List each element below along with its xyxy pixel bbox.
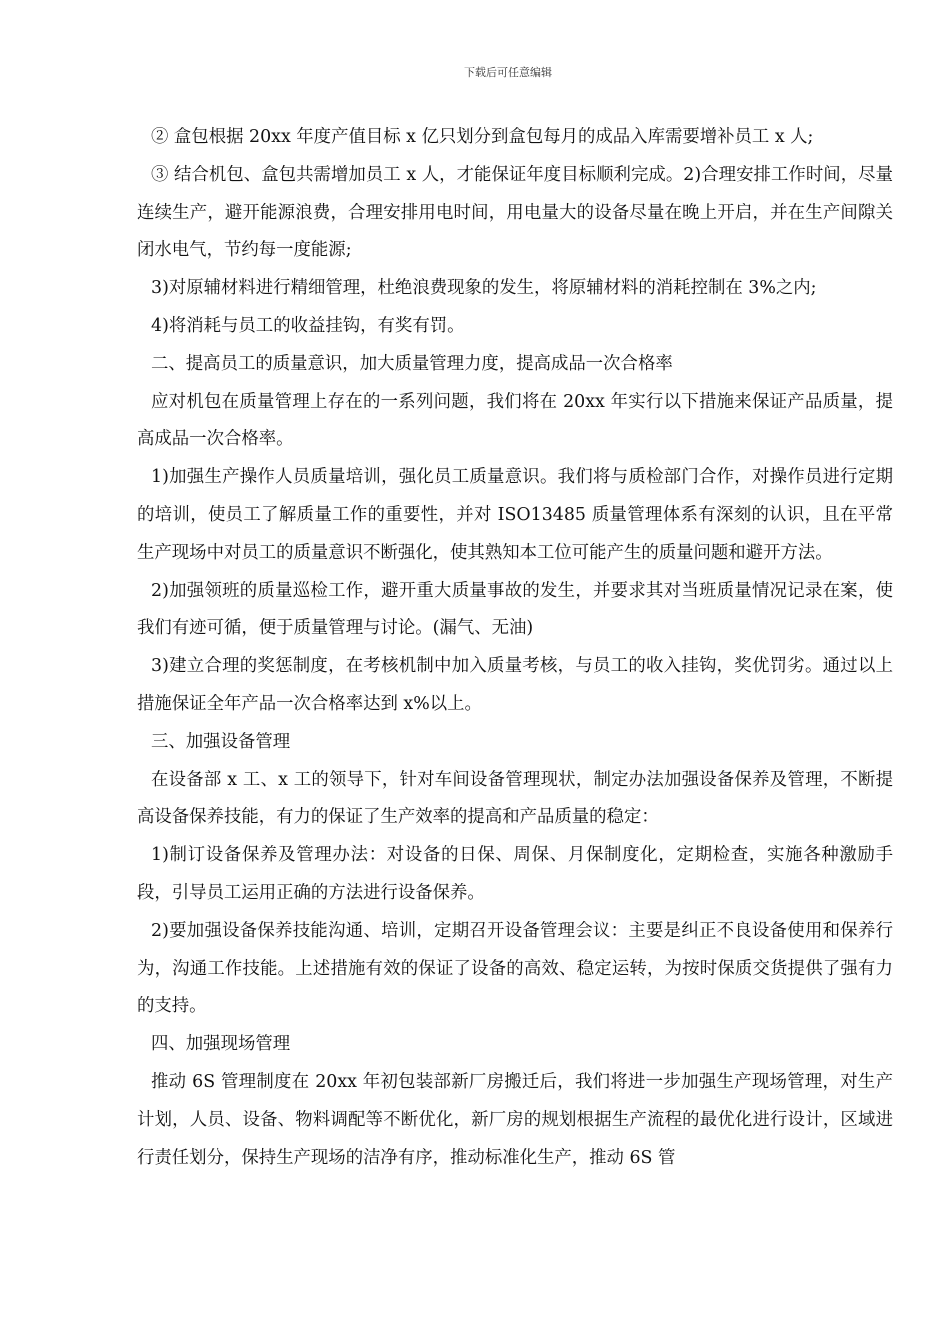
paragraph-equipment-intro: 在设备部 x 工、x 工的领导下，针对车间设备管理现状，制定办法加强设备保养及管理，不断提高设备保养技能，有力的保证了生产效率的提高和产品质量的稳定： <box>137 769 893 828</box>
paragraph-combined-staffing: ③ 结合机包、盒包共需增加员工 x 人，才能保证年度目标顺利完成。2)合理安排工作时间，尽量连续生产，避开能源浪费，合理安排用电时间，用电量大的设备尽量在晚上开启，并在生产间隙关闭水电气，节约每一度能源; <box>137 164 893 261</box>
paragraph-material-control: 3)对原辅材料进行精细管理，杜绝浪费现象的发生，将原辅材料的消耗控制在 3%之内; <box>151 278 817 299</box>
paragraph-quality-inspection: 2)加强领班的质量巡检工作，避开重大质量事故的发生，并要求其对当班质量情况记录在案，使我们有迹可循，便于质量管理与讨论。(漏气、无油) <box>137 580 893 639</box>
paragraph-box-staffing: ② 盒包根据 20xx 年度产值目标 x 亿只划分到盒包每月的成品入库需要增补员工 x 人; <box>151 127 814 147</box>
header-note: 下载后可任意编辑 <box>464 66 552 79</box>
paragraph-site-management: 推动 6S 管理制度在 20xx 年初包装部新厂房搬迁后，我们将进一步加强生产现场管理，对生产计划，人员、设备、物料调配等不断优化，新厂房的规划根据生产流程的最优化进行设计，区域进行责任划分，保持生产现场的洁净有序，推动标准化生产，推动 6S 管 <box>137 1071 893 1168</box>
section-heading-quality: 二、提高员工的质量意识，加大质量管理力度，提高成品一次合格率 <box>151 353 673 374</box>
section-heading-site: 四、加强现场管理 <box>151 1034 291 1055</box>
paragraph-equipment-maintenance: 1)制订设备保养及管理办法：对设备的日保、周保、月保制度化，定期检查，实施各种激励手段，引导员工运用正确的方法进行设备保养。 <box>137 845 893 903</box>
paragraph-equipment-training: 2)要加强设备保养技能沟通、培训，定期召开设备管理会议：主要是纠正不良设备使用和保养行为，沟通工作技能。上述措施有效的保证了设备的高效、稳定运转，为按时保质交货提供了强有力的支持。 <box>137 920 893 1017</box>
paragraph-quality-incentives: 3)建立合理的奖惩制度，在考核机制中加入质量考核，与员工的收入挂钩，奖优罚劣。通过以上措施保证全年产品一次合格率达到 x%以上。 <box>137 656 893 714</box>
section-heading-equipment: 三、加强设备管理 <box>151 731 291 752</box>
paragraph-quality-training: 1)加强生产操作人员质量培训，强化员工质量意识。我们将与质检部门合作，对操作员进行定期的培训，使员工了解质量工作的重要性，并对 ISO13485 质量管理体系有深刻的认识，且在平常生产现场中对员工的质量意识不断强化，使其熟知本工位可能产生的质量问题和避开方法。 <box>137 467 893 563</box>
document-body <box>137 119 893 1177</box>
paragraph-reward-penalty: 4)将消耗与员工的收益挂钩，有奖有罚。 <box>151 315 465 336</box>
paragraph-quality-intro: 应对机包在质量管理上存在的一系列问题，我们将在 20xx 年实行以下措施来保证产品质量，提高成品一次合格率。 <box>137 391 893 450</box>
